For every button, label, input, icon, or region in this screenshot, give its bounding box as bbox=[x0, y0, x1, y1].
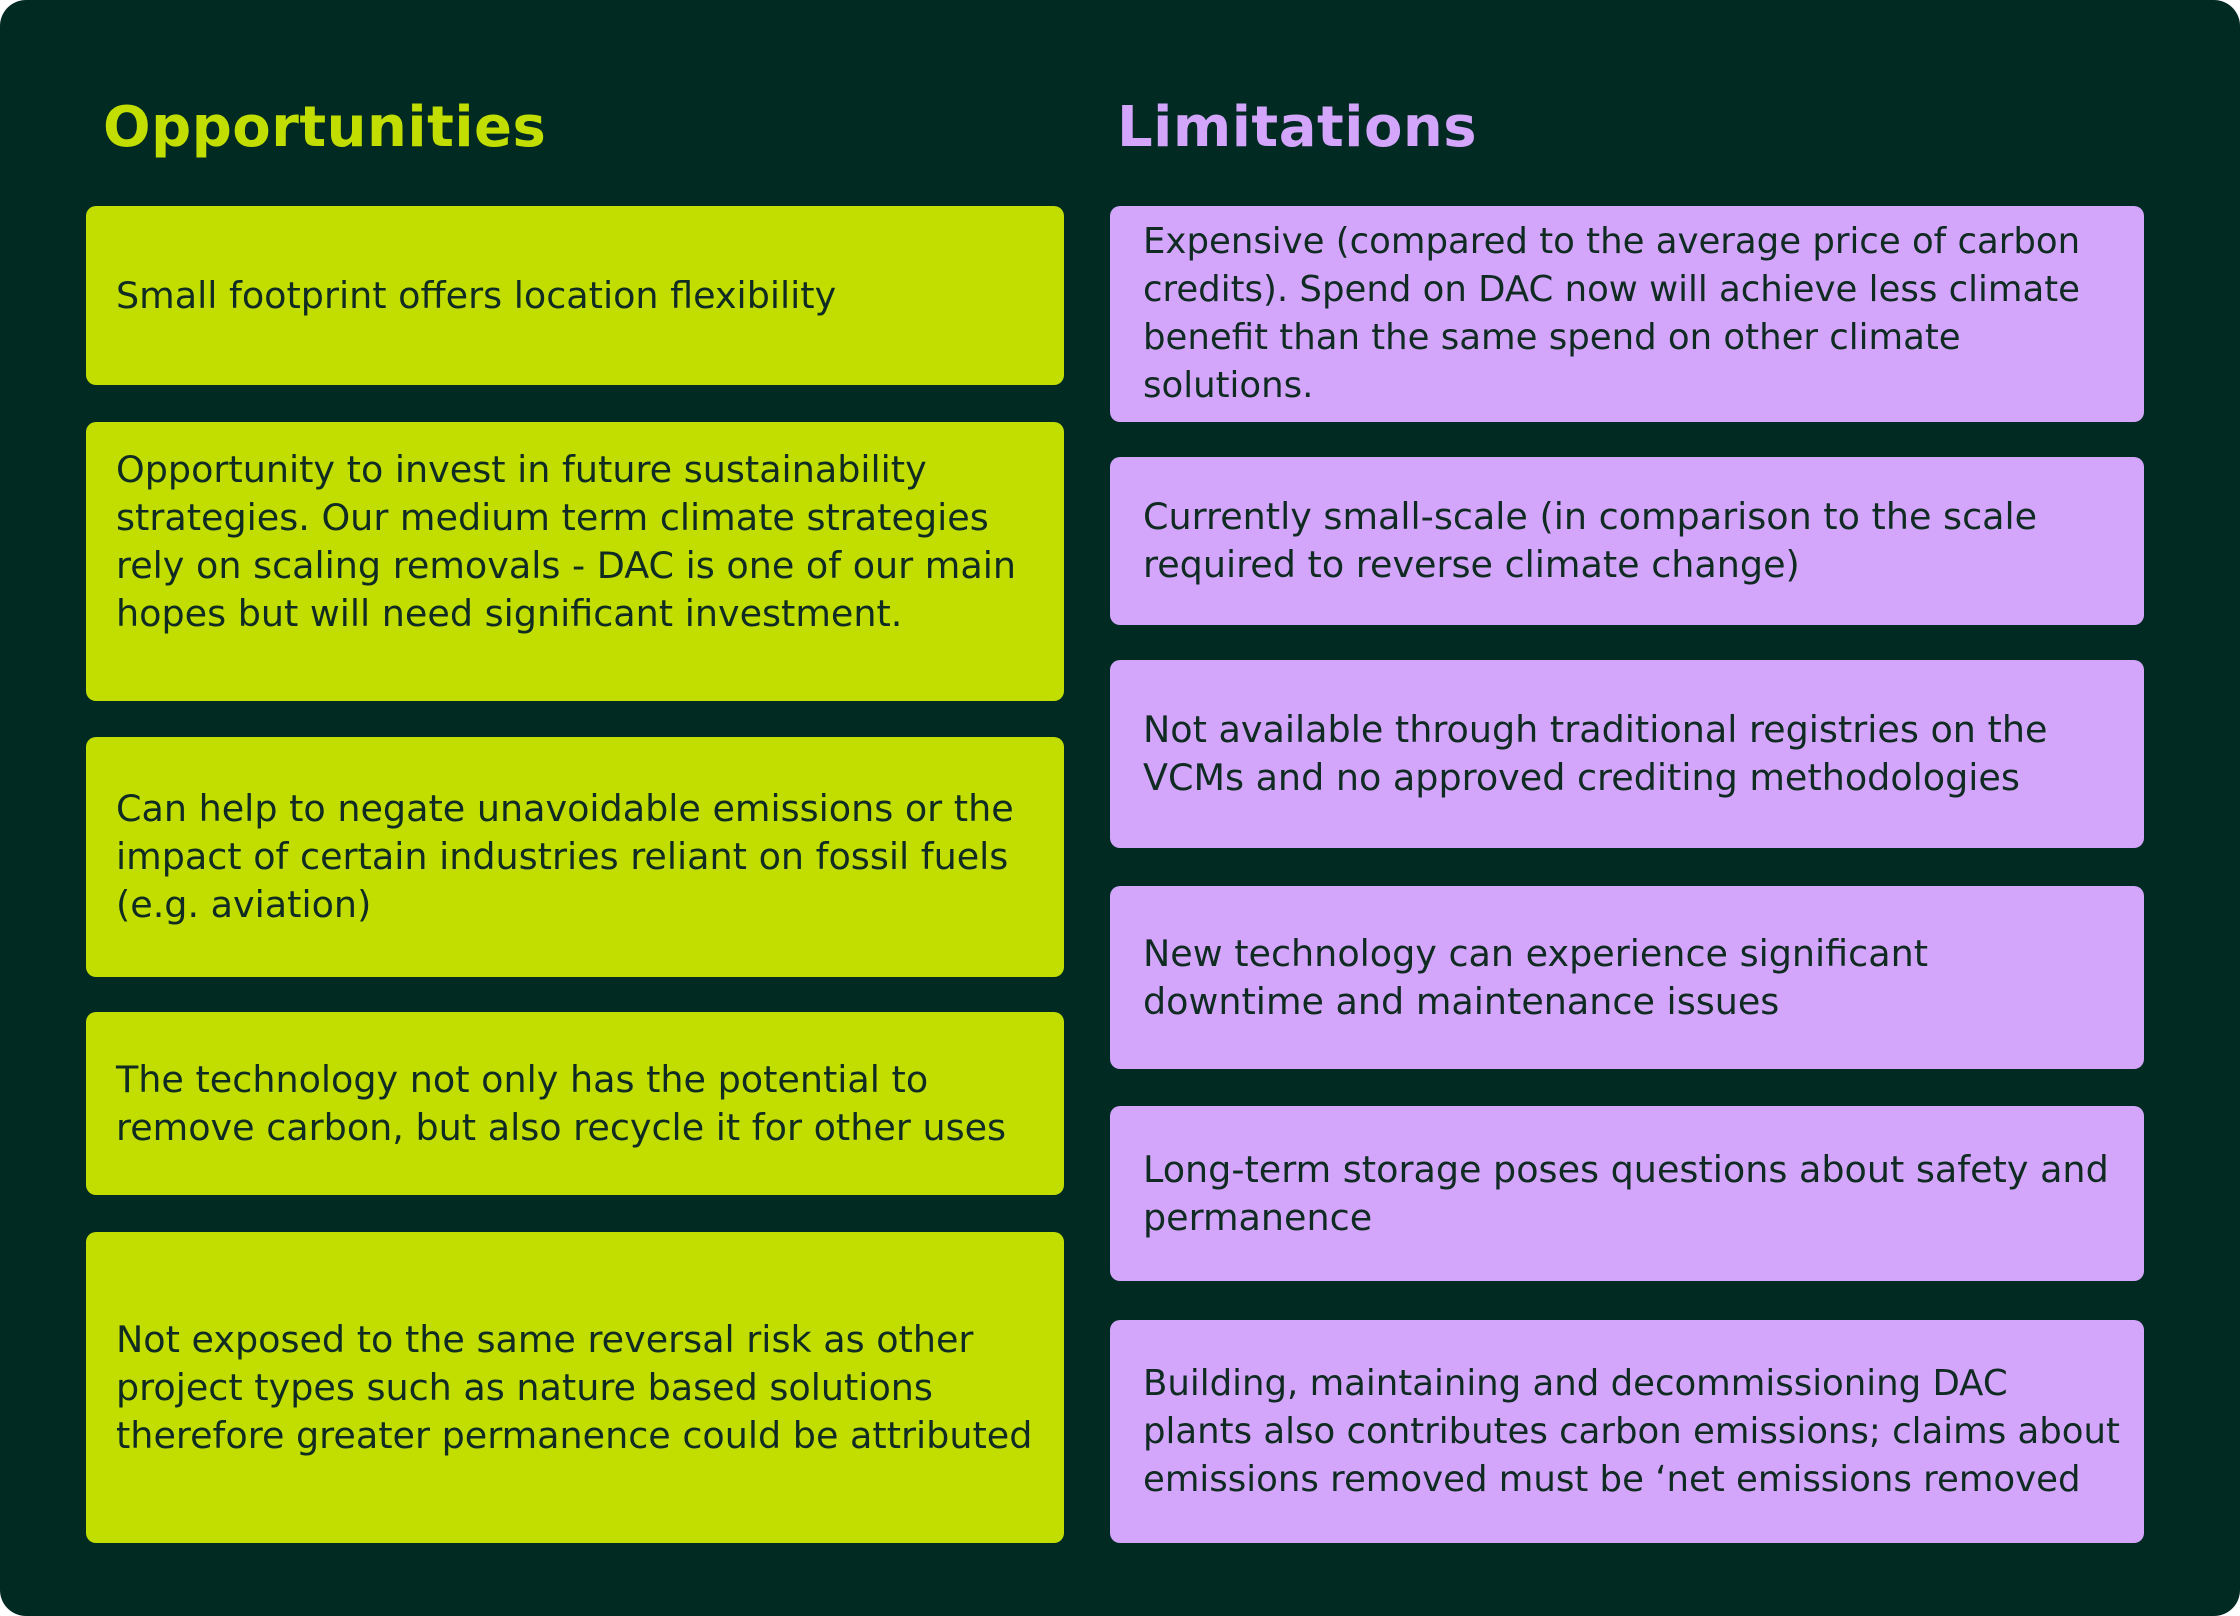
opportunity-text: Not exposed to the same reversal risk as other project types such as nature based solutions therefore greater permanence could be attributed bbox=[116, 1317, 1033, 1457]
opportunity-card bbox=[86, 206, 1064, 385]
limitation-text: Expensive (compared to the average price of carbon credits). Spend on DAC now will achieve less climate benefit than the same spend on other climate solutions. bbox=[1143, 221, 2081, 406]
opportunity-card bbox=[86, 1012, 1064, 1195]
opportunity-card bbox=[86, 1232, 1064, 1543]
opportunity-card bbox=[86, 737, 1064, 977]
limitations-heading: Limitations bbox=[1117, 95, 1478, 160]
opportunity-text: Opportunity to invest in future sustainability strategies. Our medium term climate strategies rely on scaling removals - DAC is one of our main hopes but will need significant investment. bbox=[116, 448, 1016, 635]
opportunity-text: Small footprint offers location flexibility bbox=[116, 273, 837, 317]
limitation-card bbox=[1110, 457, 2144, 625]
limitation-card bbox=[1110, 1320, 2144, 1543]
limitation-card bbox=[1110, 1106, 2144, 1281]
opportunity-card bbox=[86, 422, 1064, 701]
limitation-card bbox=[1110, 660, 2144, 848]
opportunity-text: The technology not only has the potential to remove carbon, but also recycle it for other uses bbox=[116, 1057, 1007, 1149]
limitation-card bbox=[1110, 886, 2144, 1069]
limitation-text: Not available through traditional registries on the VCMs and no approved crediting methodologies bbox=[1143, 708, 2048, 799]
limitation-text: Building, maintaining and decommissioning DAC plants also contributes carbon emissions; claims about emissions removed must be ‘net emissions removed bbox=[1143, 1362, 2120, 1500]
limitation-text: Long-term storage poses questions about safety and permanence bbox=[1143, 1147, 2109, 1239]
opportunities-heading: Opportunities bbox=[103, 95, 547, 160]
opportunity-text: Can help to negate unavoidable emissions or the impact of certain industries reliant on fossil fuels (e.g. aviation) bbox=[116, 787, 1014, 926]
limitation-text: New technology can experience significant downtime and maintenance issues bbox=[1143, 931, 1929, 1023]
limitation-card bbox=[1110, 206, 2144, 422]
limitation-text: Currently small-scale (in comparison to the scale required to reverse climate change) bbox=[1143, 495, 2038, 586]
